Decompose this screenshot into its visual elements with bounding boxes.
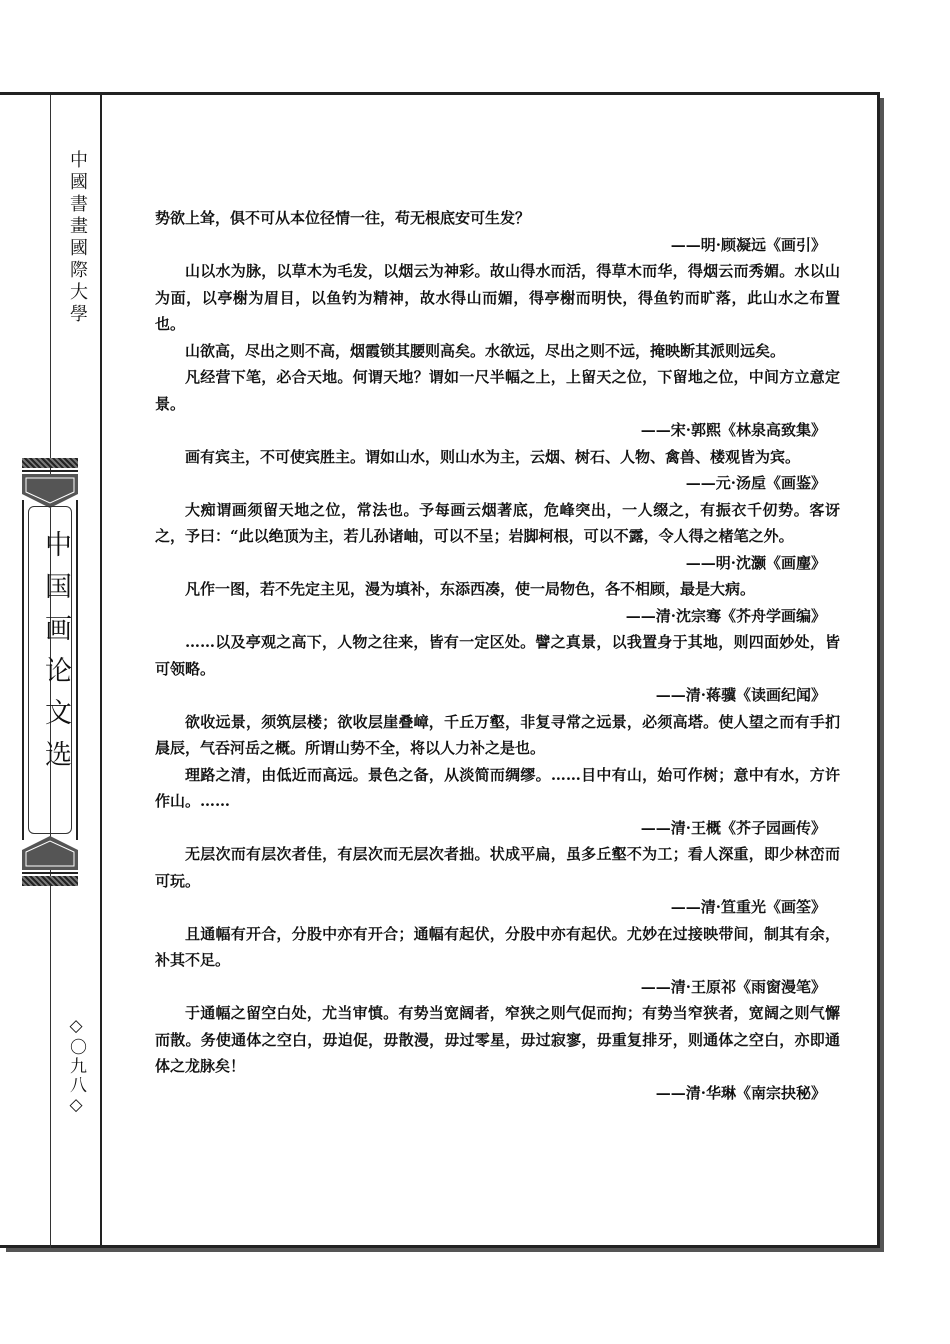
source-citation: ——清·王原祁《雨窗漫笔》 (640, 977, 826, 996)
text-paragraph: 大痴谓画须留天地之位，常法也。予每画云烟著底，危峰突出，一人缀之，有振衣千仞势。客讶之，予曰：“此以绝顶为主，若儿孙诸岫，可以不呈；岩脚柯根，可以不露，令人得之楮笔之外。 (155, 500, 840, 545)
frame-shadow-right (880, 98, 884, 1252)
main-text (155, 205, 840, 1106)
ornament-bottom-chevron (22, 834, 78, 870)
source-citation: ——明·沈灏《画麈》 (685, 553, 826, 572)
ornament-top-bar (22, 458, 78, 468)
source-citation: ——明·顾凝远《画引》 (670, 235, 826, 254)
text-paragraph: 且通幅有开合，分股中亦有开合；通幅有起伏，分股中亦有起伏。尤妙在过接映带间，制其有余，补其不足。 (155, 924, 840, 969)
text-paragraph: 凡作一图，若不先定主见，漫为填补，东添西凑，使一局物色，各不相顾，最是大病。 (185, 580, 756, 598)
text-paragraph: 画有宾主，不可使宾胜主。谓如山水，则山水为主，云烟、树石、人物、禽兽、楼观皆为宾。 (185, 447, 801, 466)
book-title: 中国画论文选 (40, 530, 71, 782)
text-paragraph: ……以及亭观之高下，人物之往来，皆有一定区处。譬之真景，以我置身于其地，则四面妙处，皆可领略。 (155, 633, 840, 678)
text-paragraph: 理路之清，由低近而高远。景色之备，从淡简而绸缪。……目中有山，始可作树；意中有水，方许作山。…… (155, 765, 840, 810)
source-citation: ——清·华琳《南宗抉秘》 (655, 1083, 826, 1102)
text-paragraph: 无层次而有层次者佳，有层次而无层次者拙。状成平扁，虽多丘壑不为工；看人深重，即少林峦而可玩。 (155, 845, 840, 890)
text-paragraph: 欲收远景，须筑层楼；欲收层崖叠嶂，千丘万壑，非复寻常之远景，必须高塔。使人望之而有手扪晨辰，气吞河岳之概。所谓山势不全，将以人力补之是也。 (155, 712, 840, 757)
sidebar-rule-right (100, 95, 102, 1248)
text-paragraph: 山欲高，尽出之则不高，烟霞锁其腰则高矣。水欲远，尽出之则不远，掩映断其派则远矣。 (185, 341, 786, 360)
ornament-bottom-line (22, 872, 78, 874)
source-citation: ——清·笪重光《画筌》 (670, 898, 826, 916)
text-paragraph: 势欲上耸，俱不可从本位径情一往，苟无根底安可生发？ (155, 209, 531, 227)
source-citation: ——清·王概《芥子园画传》 (640, 818, 826, 837)
source-citation: ——元·汤垕《画鉴》 (685, 474, 826, 492)
text-paragraph: 凡经营下笔，必合天地。何谓天地？谓如一尺半幅之上，上留天之位，下留地之位，中间方立意定景。 (155, 368, 840, 413)
text-paragraph: 于通幅之留空白处，尤当审慎。有势当宽阔者，窄狭之则气促而拘；有势当窄狭者，宽阔之则气懈而散。务使通体之空白，毋迫促，毋散漫，毋过零星，毋过寂寥，毋重复排牙，则通体之空白，亦即通体之龙脉矣！ (155, 1004, 840, 1075)
text-paragraph: 山以水为脉，以草木为毛发，以烟云为神彩。故山得水而活，得草木而华，得烟云而秀媚。水以山为面，以亭榭为眉目，以鱼钓为精神，故水得山而媚，得亭榭而明快，得鱼钓而旷落，此山水之布置也。 (155, 262, 840, 333)
ornament-bottom-bar (22, 876, 78, 886)
frame-shadow-bottom (6, 1248, 884, 1252)
source-citation: ——清·蒋骥《读画纪闻》 (655, 686, 826, 704)
page-number: ◇〇九八◇ (66, 1016, 86, 1117)
ornament-top-line (22, 470, 78, 472)
school-name: 中國書畫國際大學 (67, 150, 88, 326)
source-citation: ——清·沈宗骞《芥舟学画编》 (625, 606, 826, 625)
source-citation: ——宋·郭熙《林泉高致集》 (640, 421, 826, 439)
